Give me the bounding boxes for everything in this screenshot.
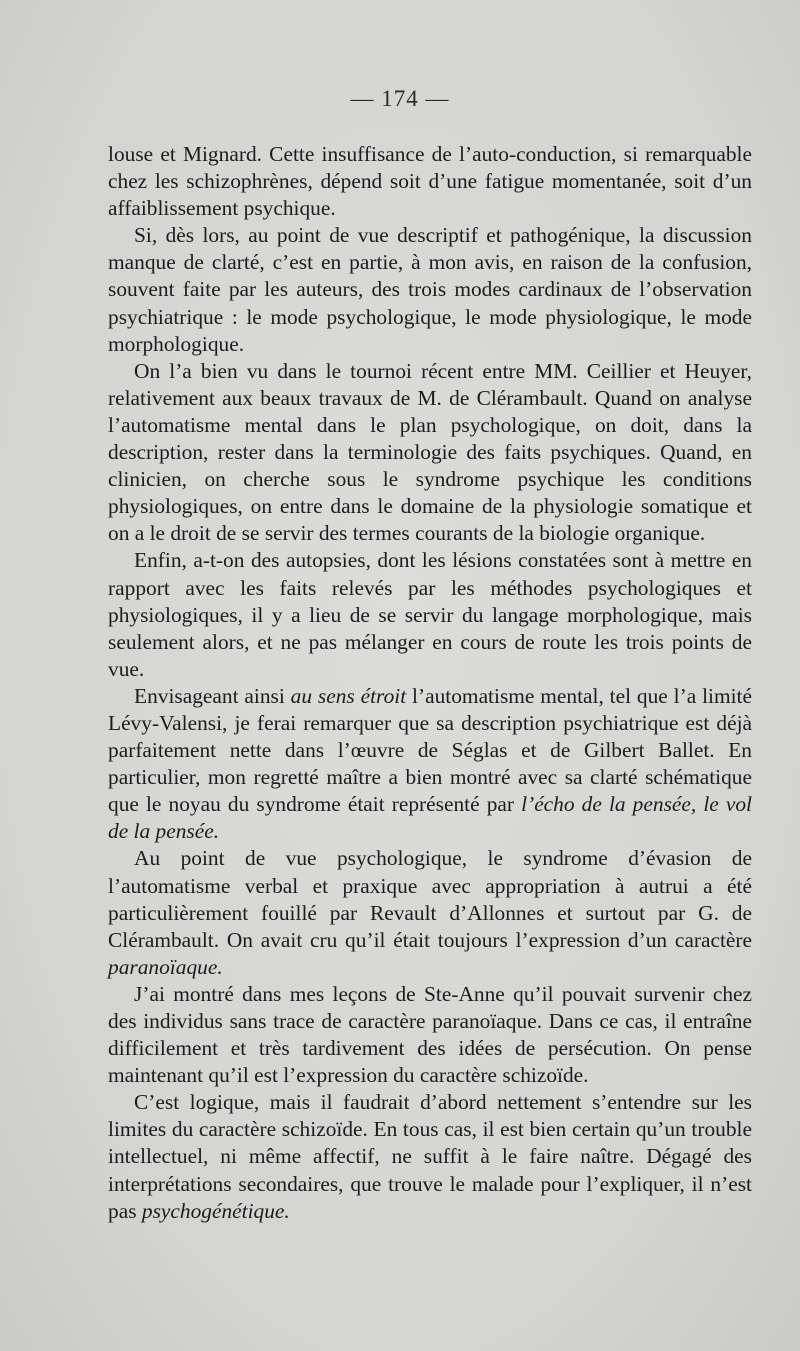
- text-segment: l’automatisme mental, tel que l’a limité Lévy-Valensi, je ferai remarquer que sa description psychiatrique est déjà parfaitement nette dans l’œuvre de Séglas et de Gilbert Ballet. En particulier, mon regretté maître a bien montré avec sa clarté schématique que le noyau du syndrome était représenté par: [108, 683, 752, 817]
- paragraph: [108, 683, 752, 846]
- italic-text: psychogénétique.: [141, 1198, 290, 1223]
- paragraph: [108, 1089, 752, 1224]
- text-segment: Au point de vue psychologique, le syndrome d’évasion de l’automatisme verbal et praxique avec appropriation à autrui a été particulièrement fouillé par Revault d’Allonnes et surtout par G. de Clérambault. On avait cru qu’il était toujours l’expression d’un caractère: [108, 846, 752, 952]
- italic-text: paranoïaque.: [108, 954, 223, 979]
- paragraph: [108, 547, 752, 682]
- body-text: [108, 141, 752, 1225]
- italic-text: au sens étroit: [290, 683, 407, 708]
- italic-text: l’écho de la pensée, le vol de la pensée.: [108, 792, 752, 844]
- text-segment: On l’a bien vu dans le tournoi récent entre MM. Ceillier et Heuyer, relativement aux beaux travaux de M. de Clérambault. Quand on analyse l’automatisme mental dans le plan psychologique, on doit, dans la description, rester dans la terminologie des faits psychiques. Quand, en clinicien, on cherche sous le syndrome psychique les conditions physiologiques, on entre dans le domaine de la physiologie somatique et on a le droit de se servir des termes courants de la biologie organique.: [108, 358, 752, 546]
- paragraph: [108, 358, 752, 548]
- paragraph: [108, 141, 752, 222]
- text-segment: Si, dès lors, au point de vue descriptif et pathogénique, la discussion manque de clarté, c’est en partie, à mon avis, en raison de la confusion, souvent faite par les auteurs, des trois modes cardinaux de l’observation psychiatrique : le mode psychologique, le mode physiologique, le mode morphologique.: [108, 223, 752, 356]
- page-number: — 174 —: [350, 86, 450, 111]
- paragraph: [108, 981, 752, 1089]
- paragraph: [108, 222, 752, 357]
- text-segment: C’est logique, mais il faudrait d’abord nettement s’entendre sur les limites du caractère schizoïde. En tous cas, il est bien certain qu’un trouble intellectuel, ni même affectif, ne suffit à le faire naître. Dégagé des interprétations secondaires, que trouve le malade pour l’expliquer, il n’est pas: [108, 1090, 752, 1223]
- text-segment: Envisageant ainsi: [134, 683, 291, 708]
- paragraph: [108, 845, 752, 980]
- text-segment: Enfin, a-t-on des autopsies, dont les lésions constatées sont à mettre en rapport avec les faits relevés par les méthodes psychologiques et physiologiques, il y a lieu de se servir du langage morphologique, mais seulement alors, et ne pas mélanger en cours de route les trois points de vue.: [108, 548, 752, 681]
- text-segment: louse et Mignard. Cette insuffisance de l’auto-conduction, si remarquable chez les schizophrènes, dépend soit d’une fatigue momentanée, soit d’un affaiblissement psychique.: [108, 142, 752, 221]
- text-segment: J’ai montré dans mes leçons de Ste-Anne qu’il pouvait survenir chez des individus sans trace de caractère paranoïaque. Dans ce cas, il entraîne difficilement et très tardivement des idées de persécution. On pense maintenant qu’il est l’expression du caractère schizoïde.: [108, 981, 752, 1088]
